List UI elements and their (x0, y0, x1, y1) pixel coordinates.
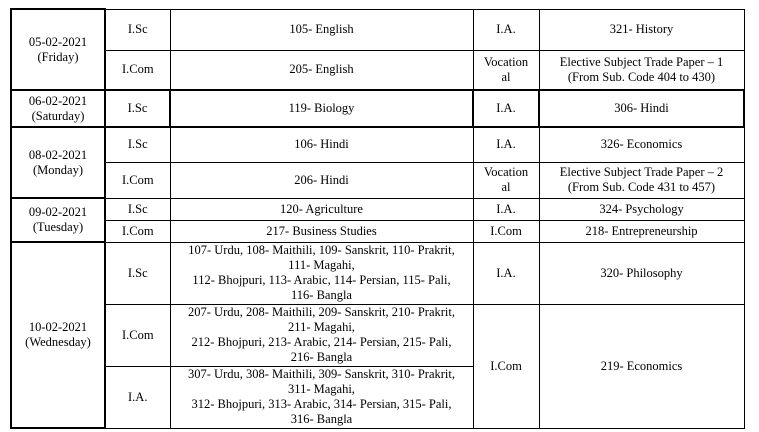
paper-line: 311- Magahi, (288, 382, 355, 396)
paper-line: (From Sub. Code 404 to 430) (567, 69, 716, 84)
paper-line: 307- Urdu, 308- Maithili, 309- Sanskrit, 310- Prakrit, (188, 367, 455, 381)
paper-cell (170, 304, 473, 366)
table-row (11, 304, 744, 366)
date-label: 05-02-2021 (28, 34, 88, 49)
table-row (11, 50, 744, 90)
table-row (11, 220, 744, 242)
stream-line: al (501, 180, 511, 194)
paper-line: (From Sub. Code 431 to 457) (567, 180, 716, 194)
paper-line: 116- Bangla (291, 288, 352, 302)
paper-line: 107- Urdu, 108- Maithili, 109- Sanskrit, 110- Prakrit, (188, 243, 455, 257)
paper-cell: 119- Biology (170, 90, 473, 127)
stream-cell: I.A. (473, 90, 539, 127)
paper-line: Elective Subject Trade Paper – 2 (559, 165, 724, 179)
paper-line: 312- Bhojpuri, 313- Arabic, 314- Persian, 315- Pali, (191, 397, 452, 411)
paper-line: 112- Bhojpuri, 113- Arabic, 114- Persian, 115- Pali, (192, 273, 451, 287)
stream-cell: I.A. (105, 366, 170, 428)
date-cell (11, 9, 105, 90)
date-cell (11, 127, 105, 198)
table-row (11, 162, 744, 198)
paper-cell: 324- Psychology (539, 198, 744, 220)
paper-cell (539, 50, 744, 90)
date-cell (11, 90, 105, 127)
stream-cell: I.Sc (105, 90, 170, 127)
paper-line: 316- Bangla (290, 412, 353, 426)
stream-cell: I.A. (473, 9, 539, 50)
date-label: 09-02-2021 (28, 205, 88, 219)
paper-cell: 326- Economics (539, 127, 744, 162)
stream-line: Vocation (483, 165, 529, 179)
exam-schedule (10, 8, 745, 429)
stream-cell: I.Sc (105, 127, 170, 162)
stream-cell: I.A. (473, 127, 539, 162)
day-label: (Friday) (37, 49, 79, 64)
paper-line: 111- Magahi, (288, 258, 355, 272)
paper-cell: 217- Business Studies (170, 220, 473, 242)
day-label: (Tuesday) (32, 220, 84, 234)
stream-cell: I.Com (473, 220, 539, 242)
table-row (11, 198, 744, 220)
stream-cell: I.A. (473, 198, 539, 220)
paper-cell: 205- English (170, 50, 473, 90)
date-cell (11, 242, 105, 428)
paper-line: 207- Urdu, 208- Maithili, 209- Sanskrit, 210- Prakrit, (188, 305, 455, 319)
day-label: (Monday) (33, 162, 83, 177)
stream-cell: I.Sc (105, 242, 170, 304)
stream-cell (473, 162, 539, 198)
paper-cell (539, 162, 744, 198)
day-label: (Wednesday) (25, 335, 91, 349)
day-label: (Saturday) (31, 108, 85, 123)
stream-cell: I.Sc (105, 198, 170, 220)
paper-cell: 320- Philosophy (539, 242, 744, 304)
stream-cell: I.Com (473, 304, 539, 428)
paper-line: 212- Bhojpuri, 213- Arabic, 214- Persian, 215- Pali, (191, 335, 452, 349)
date-label: 10-02-2021 (28, 320, 88, 334)
table-row (11, 127, 744, 162)
paper-cell: 120- Agriculture (170, 198, 473, 220)
date-label: 06-02-2021 (28, 93, 88, 108)
paper-cell (170, 242, 473, 304)
stream-line: al (501, 69, 511, 84)
paper-cell: 105- English (170, 9, 473, 50)
paper-cell: 219- Economics (539, 304, 744, 428)
table-row (11, 90, 744, 127)
date-label: 08-02-2021 (28, 147, 88, 162)
stream-cell: I.Com (105, 304, 170, 366)
paper-cell (170, 366, 473, 428)
paper-cell: 306- Hindi (539, 90, 744, 127)
date-cell (11, 198, 105, 242)
schedule-table (10, 8, 745, 429)
stream-cell: I.Sc (105, 9, 170, 50)
stream-cell: I.A. (473, 242, 539, 304)
paper-line: 211- Magahi, (288, 320, 355, 334)
stream-line: Vocation (483, 54, 529, 69)
stream-cell: I.Com (105, 220, 170, 242)
table-row (11, 242, 744, 304)
paper-line: 216- Bangla (290, 350, 353, 364)
paper-line: Elective Subject Trade Paper – 1 (559, 54, 724, 69)
paper-cell: 106- Hindi (170, 127, 473, 162)
paper-cell: 321- History (539, 9, 744, 50)
paper-cell: 218- Entrepreneurship (539, 220, 744, 242)
stream-cell (473, 50, 539, 90)
stream-cell: I.Com (105, 162, 170, 198)
stream-cell: I.Com (105, 50, 170, 90)
table-row (11, 9, 744, 50)
paper-cell: 206- Hindi (170, 162, 473, 198)
